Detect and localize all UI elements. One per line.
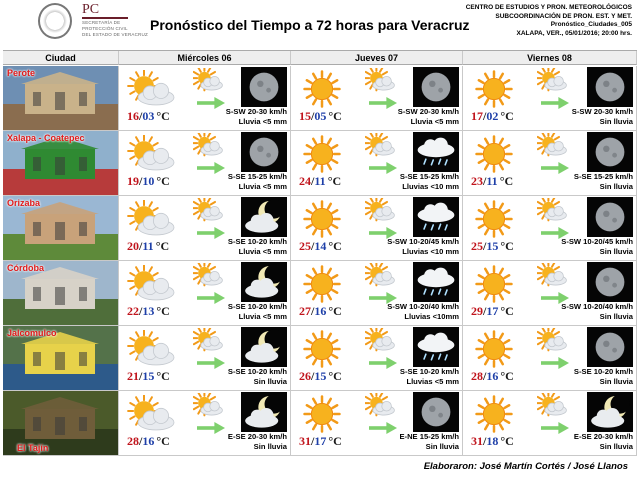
min-temperature: 11 [486, 174, 498, 188]
sun-icon [297, 330, 347, 368]
rain-forecast: Lluvia <5 mm [238, 117, 287, 126]
city-name: El Tajín [17, 443, 49, 453]
moon-cloud-icon [587, 392, 633, 432]
rain-cloud-icon [413, 197, 459, 237]
temperature: 20/11 °C [127, 239, 170, 253]
column-header-city: Ciudad [3, 51, 119, 65]
sun-icon [297, 395, 347, 433]
sun-cloud-icon [193, 68, 223, 92]
max-temperature: 31 [299, 434, 311, 448]
pc-logo [38, 2, 148, 42]
city-cell [3, 261, 119, 325]
sun-cloud-icon [365, 263, 395, 287]
issuer-line: SUBCOORDINACIÓN DE PRON. EST. Y MET. [495, 12, 632, 20]
temperature: 28/16 °C [471, 369, 514, 383]
min-temperature: 05 [314, 109, 327, 123]
moon-cloud-icon [241, 327, 287, 367]
temperature: 22/13 °C [127, 304, 170, 318]
forecast-cell [119, 326, 291, 390]
wind-arrow-icon [197, 356, 225, 368]
wind-arrow-icon [197, 161, 225, 173]
temperature: 24/11 °C [299, 174, 342, 188]
max-temperature: 17 [471, 109, 483, 123]
min-temperature: 02 [486, 109, 499, 123]
wind-forecast: S-SW 20-30 km/h [397, 107, 459, 116]
wind-forecast: S-SE 10-20 km/h [227, 367, 287, 376]
forecast-cell [463, 326, 637, 390]
sun-cloud-icon [193, 198, 223, 222]
moon-icon [587, 67, 633, 107]
sun-cloud-icon [537, 263, 567, 287]
rain-cloud-icon [413, 327, 459, 367]
forecast-cell [291, 66, 463, 130]
temperature: 31/17 °C [299, 434, 342, 448]
moon-cloud-icon [241, 262, 287, 302]
max-temperature: 19 [127, 174, 139, 188]
sun-cloud-icon [125, 200, 175, 238]
temperature: 25/14 °C [299, 239, 342, 253]
temperature-unit: °C [500, 304, 514, 318]
forecast-cell [291, 391, 463, 455]
temperature: 15/05 °C [299, 109, 342, 123]
max-temperature: 31 [471, 434, 483, 448]
rain-cloud-icon [413, 132, 459, 172]
max-temperature: 24 [299, 174, 311, 188]
wind-forecast: S-SE 10-20 km/h [227, 302, 287, 311]
max-temperature: 16 [127, 109, 139, 123]
wind-forecast: E-SE 20-30 km/h [227, 432, 287, 441]
rain-forecast: Sin lluvia [599, 117, 633, 126]
rain-forecast: Sin lluvia [253, 442, 287, 451]
rain-forecast: Lluvia <5 mm [410, 117, 459, 126]
temperature-unit: °C [156, 369, 170, 383]
wind-forecast: S-SW 10-20/45 km/h [387, 237, 459, 246]
logo-initials: PC [82, 2, 100, 17]
wind-forecast: S-SW 20-30 km/h [571, 107, 633, 116]
sun-icon [297, 70, 347, 108]
city-row [3, 261, 637, 326]
min-temperature: 15 [314, 369, 327, 383]
column-header-day: Miércoles 06 [119, 51, 291, 65]
city-cell [3, 66, 119, 130]
sun-cloud-icon [365, 328, 395, 352]
header [0, 0, 640, 48]
temperature-unit: °C [328, 369, 342, 383]
min-temperature: 11 [142, 239, 154, 253]
rain-forecast: Lluvias <10 mm [402, 247, 459, 256]
rain-forecast: Sin lluvia [425, 442, 459, 451]
temperature-unit: °C [500, 109, 514, 123]
temperature: 16/03 °C [127, 109, 170, 123]
city-name: Orizaba [7, 198, 41, 208]
moon-icon [587, 197, 633, 237]
sun-cloud-icon [193, 263, 223, 287]
city-name: Córdoba [7, 263, 44, 273]
max-temperature: 23 [471, 174, 483, 188]
logo-line1: SECRETARÍA DE [82, 20, 121, 25]
issuer-info [442, 4, 632, 38]
temperature-unit: °C [500, 434, 514, 448]
wind-forecast: E-NE 15-25 km/h [399, 432, 459, 441]
temperature: 28/16 °C [127, 434, 170, 448]
sun-cloud-icon [537, 328, 567, 352]
temperature-unit: °C [328, 304, 342, 318]
sun-icon [469, 265, 519, 303]
temperature-unit: °C [327, 174, 342, 188]
min-temperature: 16 [486, 369, 499, 383]
sun-cloud-icon [537, 393, 567, 417]
wind-forecast: E-SE 20-30 km/h [573, 432, 633, 441]
city-name: Jalcomulco [7, 328, 57, 338]
temperature: 31/18 °C [471, 434, 514, 448]
column-header-day: Jueves 07 [291, 51, 463, 65]
wind-forecast: S-SE 15-25 km/h [227, 172, 287, 181]
issue-datetime: XALAPA, VER., 05/01/2016; 20:00 hrs. [516, 29, 632, 37]
sun-cloud-icon [365, 133, 395, 157]
forecast-cell [119, 131, 291, 195]
rain-forecast: Sin lluvia [599, 247, 633, 256]
min-temperature: 03 [142, 109, 155, 123]
sun-cloud-icon [125, 70, 175, 108]
moon-cloud-icon [241, 392, 287, 432]
wind-arrow-icon [197, 291, 225, 303]
sun-icon [469, 395, 519, 433]
wind-forecast: S-SE 15-25 km/h [399, 172, 459, 181]
sun-cloud-icon [125, 395, 175, 433]
min-temperature: 17 [314, 434, 327, 448]
rain-forecast: Lluvia <5 mm [238, 182, 287, 191]
wind-arrow-icon [369, 161, 397, 173]
min-temperature: 15 [142, 369, 155, 383]
wind-arrow-icon [197, 96, 225, 108]
sun-cloud-icon [193, 393, 223, 417]
forecast-cell [119, 196, 291, 260]
wind-arrow-icon [541, 161, 569, 173]
wind-forecast: S-SW 10-20/40 km/h [561, 302, 633, 311]
temperature: 29/17 °C [471, 304, 514, 318]
temperature-unit: °C [499, 174, 514, 188]
sun-cloud-icon [125, 265, 175, 303]
wind-arrow-icon [541, 356, 569, 368]
city-cell [3, 196, 119, 260]
temperature-unit: °C [156, 109, 170, 123]
forecast-cell [291, 131, 463, 195]
wind-arrow-icon [369, 96, 397, 108]
city-name: Perote [7, 68, 36, 78]
wind-forecast: S-SE 15-25 km/h [573, 172, 633, 181]
temperature: 19/10 °C [127, 174, 170, 188]
rain-forecast: Lluvias <10 mm [402, 182, 459, 191]
wind-forecast: S-SW 10-20/45 km/h [561, 237, 633, 246]
city-cell [3, 326, 119, 390]
issuer-line: CENTRO DE ESTUDIOS Y PRON. METEOROLÓGICOS [465, 4, 632, 11]
moon-icon [587, 132, 633, 172]
sun-cloud-icon [365, 393, 395, 417]
max-temperature: 25 [299, 239, 311, 253]
sun-cloud-icon [537, 68, 567, 92]
rain-forecast: Sin lluvia [599, 377, 633, 386]
sun-cloud-icon [193, 328, 223, 352]
forecast-cell [119, 66, 291, 130]
max-temperature: 20 [127, 239, 139, 253]
product-id: Pronóstico_Ciudades_005 [550, 21, 632, 29]
sun-cloud-icon [537, 198, 567, 222]
city-cell [3, 391, 119, 455]
min-temperature: 16 [142, 434, 155, 448]
min-temperature: 18 [486, 434, 499, 448]
wind-arrow-icon [541, 96, 569, 108]
rain-forecast: Lluvia <5 mm [238, 312, 287, 321]
rain-cloud-icon [413, 262, 459, 302]
forecast-cell [463, 66, 637, 130]
page-title: Pronóstico del Tiempo a 72 horas para Veracruz [150, 17, 470, 33]
wind-forecast: S-SW 10-20/40 km/h [387, 302, 459, 311]
logo-divider [82, 17, 128, 19]
sun-cloud-icon [537, 133, 567, 157]
sun-cloud-icon [365, 198, 395, 222]
city-row [3, 66, 637, 131]
wind-arrow-icon [541, 421, 569, 433]
min-temperature: 11 [314, 174, 326, 188]
sun-cloud-icon [193, 133, 223, 157]
rain-forecast: Lluvias <10mm [404, 312, 459, 321]
sun-icon [297, 265, 347, 303]
column-header-day: Viernes 08 [463, 51, 637, 65]
moon-icon [413, 67, 459, 107]
state-seal-icon [38, 3, 72, 39]
min-temperature: 10 [142, 174, 155, 188]
max-temperature: 25 [471, 239, 483, 253]
forecast-cell [291, 326, 463, 390]
max-temperature: 28 [127, 434, 139, 448]
rain-forecast: Sin lluvia [599, 442, 633, 451]
max-temperature: 27 [299, 304, 311, 318]
temperature-unit: °C [500, 369, 514, 383]
city-name: Xalapa - Coatepec [7, 133, 85, 143]
temperature: 17/02 °C [471, 109, 514, 123]
temperature-unit: °C [156, 174, 170, 188]
wind-forecast: S-SE 10-20 km/h [227, 237, 287, 246]
wind-forecast: S-SE 10-20 km/h [399, 367, 459, 376]
min-temperature: 16 [314, 304, 327, 318]
logo-line2: PROTECCIÓN CIVIL [82, 26, 128, 31]
max-temperature: 26 [299, 369, 311, 383]
sun-cloud-icon [125, 330, 175, 368]
city-cell [3, 131, 119, 195]
temperature-unit: °C [328, 239, 342, 253]
rain-forecast: Sin lluvia [599, 182, 633, 191]
city-row [3, 326, 637, 391]
rain-forecast: Lluvia <5 mm [238, 247, 287, 256]
max-temperature: 21 [127, 369, 139, 383]
logo-line3: DEL ESTADO DE VERACRUZ [82, 32, 148, 37]
wind-forecast: S-SW 20-30 km/h [225, 107, 287, 116]
temperature: 21/15 °C [127, 369, 170, 383]
sun-icon [469, 135, 519, 173]
rain-forecast: Sin lluvia [599, 312, 633, 321]
min-temperature: 13 [142, 304, 155, 318]
min-temperature: 17 [486, 304, 499, 318]
forecast-cell [463, 391, 637, 455]
sun-icon [297, 135, 347, 173]
max-temperature: 22 [127, 304, 139, 318]
wind-arrow-icon [197, 226, 225, 238]
temperature-unit: °C [328, 109, 342, 123]
temperature-unit: °C [500, 239, 514, 253]
wind-forecast: S-SE 10-20 km/h [573, 367, 633, 376]
forecast-cell [463, 261, 637, 325]
city-row [3, 131, 637, 196]
temperature-unit: °C [156, 304, 170, 318]
max-temperature: 15 [299, 109, 311, 123]
sun-icon [469, 330, 519, 368]
credits: Elaboraron: José Martín Cortés / José Llanos [423, 461, 628, 472]
city-row [3, 196, 637, 261]
moon-icon [241, 132, 287, 172]
sun-icon [297, 200, 347, 238]
temperature: 26/15 °C [299, 369, 342, 383]
moon-icon [413, 392, 459, 432]
moon-icon [241, 67, 287, 107]
rain-forecast: Sin lluvia [253, 377, 287, 386]
forecast-cell [119, 391, 291, 455]
city-row [3, 391, 637, 456]
moon-icon [587, 327, 633, 367]
sun-icon [469, 200, 519, 238]
wind-arrow-icon [369, 421, 397, 433]
forecast-cell [291, 196, 463, 260]
sun-icon [469, 70, 519, 108]
temperature-unit: °C [156, 434, 170, 448]
forecast-cell [291, 261, 463, 325]
temperature-unit: °C [155, 239, 170, 253]
sun-cloud-icon [125, 135, 175, 173]
wind-arrow-icon [197, 421, 225, 433]
temperature-unit: °C [328, 434, 342, 448]
max-temperature: 29 [471, 304, 483, 318]
min-temperature: 14 [314, 239, 327, 253]
rain-forecast: Lluvias <5 mm [406, 377, 459, 386]
forecast-cell [463, 131, 637, 195]
moon-cloud-icon [241, 197, 287, 237]
max-temperature: 28 [471, 369, 483, 383]
moon-icon [587, 262, 633, 302]
min-temperature: 15 [486, 239, 499, 253]
temperature: 23/11 °C [471, 174, 514, 188]
temperature: 25/15 °C [471, 239, 514, 253]
forecast-cell [119, 261, 291, 325]
sun-cloud-icon [365, 68, 395, 92]
forecast-table [3, 50, 637, 455]
forecast-cell [463, 196, 637, 260]
temperature: 27/16 °C [299, 304, 342, 318]
wind-arrow-icon [369, 356, 397, 368]
